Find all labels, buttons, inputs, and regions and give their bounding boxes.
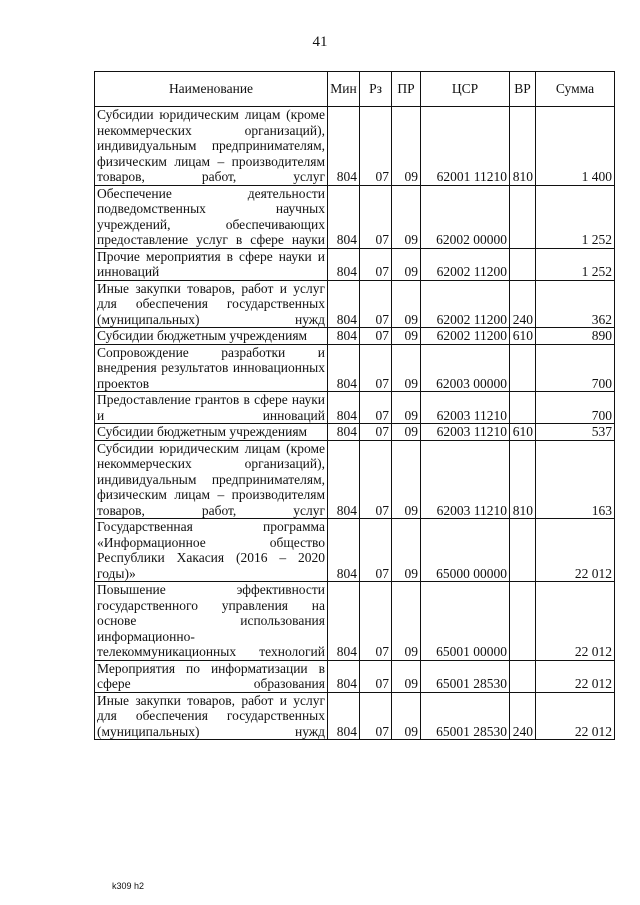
row-csr: 62001 11210 xyxy=(421,107,510,186)
column-header-name: Наименование xyxy=(95,72,328,107)
row-rz: 07 xyxy=(360,185,392,248)
row-min: 804 xyxy=(328,280,360,328)
budget-table xyxy=(94,71,615,740)
document-footer-code: k309 h2 xyxy=(112,881,145,891)
row-min: 804 xyxy=(328,344,360,392)
row-rz: 07 xyxy=(360,519,392,582)
table-row xyxy=(95,248,615,280)
row-min: 804 xyxy=(328,582,360,661)
row-vr: 610 xyxy=(510,328,536,345)
row-name: Прочие мероприятия в сфере науки и инноваций xyxy=(95,248,328,280)
row-csr: 65000 00000 xyxy=(421,519,510,582)
row-sum: 22 012 xyxy=(536,582,615,661)
row-pr: 09 xyxy=(392,248,421,280)
row-rz: 07 xyxy=(360,660,392,692)
table-row xyxy=(95,280,615,328)
row-name: Иные закупки товаров, работ и услуг для обеспечения государственных (муниципальных) нужд xyxy=(95,692,328,740)
column-header-vr: ВР xyxy=(510,72,536,107)
page-number: 41 xyxy=(312,34,328,50)
row-name: Предоставление грантов в сфере науки и инноваций xyxy=(95,392,328,424)
row-vr xyxy=(510,582,536,661)
row-pr: 09 xyxy=(392,582,421,661)
row-name: Мероприятия по информатизации в сфере образования xyxy=(95,660,328,692)
row-min: 804 xyxy=(328,692,360,740)
row-csr: 62002 11200 xyxy=(421,280,510,328)
row-name: Субсидии юридическим лицам (кроме некоммерческих организаций), индивидуальным предпринимателям, физическим лицам – производителям товаров, работ, услуг xyxy=(95,107,328,186)
table-row xyxy=(95,424,615,441)
row-sum: 890 xyxy=(536,328,615,345)
table-row xyxy=(95,582,615,661)
row-pr: 09 xyxy=(392,392,421,424)
row-csr: 65001 28530 xyxy=(421,660,510,692)
row-rz: 07 xyxy=(360,328,392,345)
row-rz: 07 xyxy=(360,344,392,392)
row-sum: 700 xyxy=(536,344,615,392)
row-vr xyxy=(510,392,536,424)
row-rz: 07 xyxy=(360,392,392,424)
row-vr xyxy=(510,660,536,692)
row-csr: 65001 00000 xyxy=(421,582,510,661)
row-vr: 240 xyxy=(510,280,536,328)
row-pr: 09 xyxy=(392,424,421,441)
row-sum: 163 xyxy=(536,440,615,519)
row-sum: 22 012 xyxy=(536,519,615,582)
row-rz: 07 xyxy=(360,280,392,328)
column-header-csr: ЦСР xyxy=(421,72,510,107)
row-pr: 09 xyxy=(392,344,421,392)
row-csr: 62003 11210 xyxy=(421,424,510,441)
table-row xyxy=(95,519,615,582)
row-vr: 810 xyxy=(510,440,536,519)
row-min: 804 xyxy=(328,424,360,441)
column-header-rz: Рз xyxy=(360,72,392,107)
row-csr: 62003 00000 xyxy=(421,344,510,392)
column-header-pr: ПР xyxy=(392,72,421,107)
row-sum: 1 400 xyxy=(536,107,615,186)
row-min: 804 xyxy=(328,440,360,519)
row-rz: 07 xyxy=(360,582,392,661)
table-header-row xyxy=(95,72,615,107)
row-min: 804 xyxy=(328,248,360,280)
row-vr xyxy=(510,185,536,248)
column-header-min: Мин xyxy=(328,72,360,107)
row-csr: 62002 00000 xyxy=(421,185,510,248)
row-name: Субсидии бюджетным учреждениям xyxy=(95,424,328,441)
row-sum: 22 012 xyxy=(536,692,615,740)
row-sum: 1 252 xyxy=(536,248,615,280)
row-rz: 07 xyxy=(360,107,392,186)
row-csr: 65001 28530 xyxy=(421,692,510,740)
row-csr: 62002 11200 xyxy=(421,328,510,345)
row-pr: 09 xyxy=(392,519,421,582)
row-name: Обеспечение деятельности подведомственных научных учреждений, обеспечивающих предоставление услуг в сфере науки xyxy=(95,185,328,248)
row-vr: 240 xyxy=(510,692,536,740)
row-sum: 22 012 xyxy=(536,660,615,692)
row-name: Субсидии юридическим лицам (кроме некоммерческих организаций), индивидуальным предпринимателям, физическим лицам – производителям товаров, работ, услуг xyxy=(95,440,328,519)
row-pr: 09 xyxy=(392,692,421,740)
row-vr: 610 xyxy=(510,424,536,441)
row-rz: 07 xyxy=(360,692,392,740)
row-pr: 09 xyxy=(392,280,421,328)
row-min: 804 xyxy=(328,519,360,582)
row-pr: 09 xyxy=(392,107,421,186)
table-row xyxy=(95,107,615,186)
row-csr: 62003 11210 xyxy=(421,392,510,424)
row-pr: 09 xyxy=(392,328,421,345)
row-name: Государственная программа «Информационное общество Республики Хакасия (2016 – 2020 годы)» xyxy=(95,519,328,582)
table-row xyxy=(95,692,615,740)
row-min: 804 xyxy=(328,328,360,345)
row-vr: 810 xyxy=(510,107,536,186)
row-rz: 07 xyxy=(360,248,392,280)
row-csr: 62003 11210 xyxy=(421,440,510,519)
row-rz: 07 xyxy=(360,424,392,441)
row-sum: 537 xyxy=(536,424,615,441)
row-pr: 09 xyxy=(392,660,421,692)
row-min: 804 xyxy=(328,185,360,248)
row-sum: 362 xyxy=(536,280,615,328)
table-row xyxy=(95,660,615,692)
row-vr xyxy=(510,519,536,582)
table-row xyxy=(95,328,615,345)
row-min: 804 xyxy=(328,660,360,692)
row-min: 804 xyxy=(328,107,360,186)
row-rz: 07 xyxy=(360,440,392,519)
row-sum: 700 xyxy=(536,392,615,424)
row-pr: 09 xyxy=(392,440,421,519)
row-name: Сопровождение разработки и внедрения результатов инновационных проектов xyxy=(95,344,328,392)
table-row xyxy=(95,185,615,248)
row-vr xyxy=(510,248,536,280)
row-pr: 09 xyxy=(392,185,421,248)
table-row xyxy=(95,392,615,424)
row-sum: 1 252 xyxy=(536,185,615,248)
column-header-sum: Сумма xyxy=(536,72,615,107)
row-name: Субсидии бюджетным учреждениям xyxy=(95,328,328,345)
row-name: Повышение эффективности государственного управления на основе использования информационно-телекоммуникационных технологий xyxy=(95,582,328,661)
row-name: Иные закупки товаров, работ и услуг для обеспечения государственных (муниципальных) нужд xyxy=(95,280,328,328)
table-row xyxy=(95,440,615,519)
row-csr: 62002 11200 xyxy=(421,248,510,280)
row-min: 804 xyxy=(328,392,360,424)
table-row xyxy=(95,344,615,392)
row-vr xyxy=(510,344,536,392)
